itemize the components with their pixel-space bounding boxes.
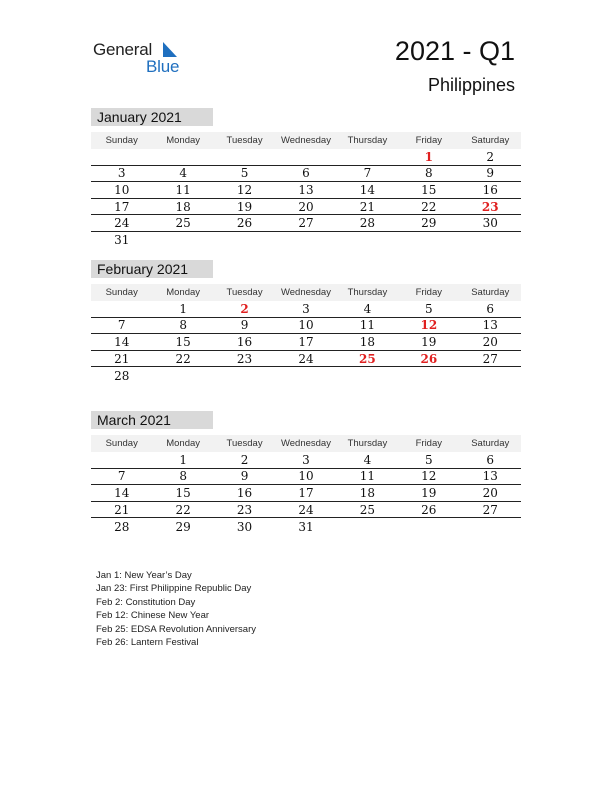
day-cell: 4 [363, 301, 372, 316]
week-row [91, 166, 521, 183]
day-cell: 21 [114, 351, 130, 366]
month-february [91, 260, 521, 384]
day-cell: 11 [175, 182, 191, 197]
day-cell: 26 [421, 502, 437, 517]
weekday-label: Sunday [105, 287, 138, 298]
day-cell: 12 [421, 469, 437, 484]
day-cell: 12 [236, 182, 253, 197]
day-cell: 16 [236, 485, 253, 500]
day-cell: 12 [420, 318, 438, 333]
day-cell: 18 [175, 199, 191, 214]
day-cell: 8 [179, 469, 187, 484]
day-cell: 8 [425, 166, 433, 181]
weekday-label: Thursday [347, 135, 388, 146]
weekday-label: Wednesday [280, 287, 331, 298]
day-cell: 23 [236, 351, 253, 366]
month-name: February 2021 [91, 260, 213, 278]
day-cell: 5 [240, 166, 249, 181]
day-cell: 1 [179, 452, 187, 467]
month-march [91, 411, 521, 535]
day-cell: 23 [236, 502, 253, 517]
weekday-label: Thursday [347, 438, 388, 449]
week-row [91, 318, 521, 335]
weekday-label: Friday [415, 438, 443, 449]
day-cell: 28 [114, 368, 130, 383]
day-cell: 31 [298, 519, 314, 534]
weekday-label: Tuesday [226, 287, 263, 298]
week-row [91, 232, 521, 249]
day-cell: 27 [482, 502, 498, 517]
day-cell: 19 [236, 199, 253, 214]
weekday-label: Thursday [347, 287, 388, 298]
day-cell: 20 [482, 334, 498, 349]
day-cell: 6 [486, 301, 495, 316]
day-cell: 22 [175, 502, 191, 517]
day-cell: 8 [179, 318, 187, 333]
day-cell: 7 [117, 469, 126, 484]
day-cell: 24 [298, 502, 314, 517]
day-cell: 29 [421, 216, 437, 231]
day-cell: 14 [114, 485, 130, 500]
day-cell: 29 [175, 519, 191, 534]
day-cell: 14 [359, 182, 376, 197]
month-weeks [91, 149, 521, 249]
day-cell: 16 [236, 334, 253, 349]
holiday-item: Feb 26: Lantern Festival [96, 637, 199, 649]
day-cell: 14 [114, 334, 130, 349]
day-cell: 4 [179, 166, 187, 181]
day-cell: 7 [363, 166, 372, 181]
day-cell: 30 [482, 216, 498, 231]
day-cell: 25 [175, 216, 191, 231]
day-cell: 7 [117, 318, 126, 333]
weekday-label: Wednesday [280, 135, 331, 146]
day-cell: 2 [240, 452, 249, 467]
weekday-label: Tuesday [226, 438, 263, 449]
day-cell: 15 [421, 182, 437, 197]
day-cell: 9 [240, 318, 249, 333]
day-cell: 1 [424, 149, 433, 164]
day-cell: 26 [236, 216, 253, 231]
day-cell: 9 [486, 166, 495, 181]
week-row [91, 452, 521, 469]
day-cell: 9 [240, 469, 249, 484]
day-cell: 16 [482, 182, 498, 197]
holiday-item: Feb 12: Chinese New Year [96, 610, 210, 622]
day-cell: 21 [359, 199, 376, 214]
day-cell: 23 [481, 199, 499, 214]
weekday-header [91, 284, 521, 301]
week-row [91, 301, 521, 318]
day-cell: 2 [486, 149, 495, 164]
week-row [91, 502, 521, 519]
day-cell: 11 [359, 318, 376, 333]
week-row [91, 334, 521, 351]
day-cell: 25 [359, 351, 376, 366]
weekday-label: Wednesday [280, 438, 331, 449]
week-row [91, 351, 521, 368]
week-row [91, 182, 521, 199]
day-cell: 22 [175, 351, 191, 366]
week-row [91, 518, 521, 535]
weekday-label: Sunday [105, 438, 138, 449]
day-cell: 17 [298, 485, 314, 500]
day-cell: 13 [482, 318, 498, 333]
day-cell: 25 [359, 502, 376, 517]
month-name: March 2021 [91, 411, 213, 429]
week-row [91, 215, 521, 232]
quarter-title: 2021 - Q1 [394, 36, 515, 66]
day-cell: 4 [363, 452, 372, 467]
day-cell: 19 [421, 485, 437, 500]
day-cell: 20 [482, 485, 498, 500]
week-row [91, 199, 521, 216]
day-cell: 10 [298, 469, 314, 484]
day-cell: 17 [114, 199, 130, 214]
day-cell: 17 [298, 334, 314, 349]
day-cell: 26 [420, 351, 438, 366]
country-name: Philippines [427, 75, 515, 95]
day-cell: 15 [175, 334, 191, 349]
day-cell: 27 [298, 216, 314, 231]
day-cell: 1 [179, 301, 187, 316]
day-cell: 5 [425, 301, 433, 316]
logo-text-general: General [93, 40, 153, 59]
day-cell: 3 [302, 452, 310, 467]
day-cell: 3 [117, 166, 126, 181]
logo [93, 40, 193, 80]
month-weeks [91, 301, 521, 384]
weekday-label: Friday [415, 287, 443, 298]
holiday-item: Feb 25: EDSA Revolution Anniversary [96, 623, 257, 635]
day-cell: 18 [359, 334, 376, 349]
weekday-label: Saturday [471, 438, 510, 449]
weekday-label: Saturday [471, 135, 510, 146]
weekday-label: Saturday [471, 287, 510, 298]
day-cell: 6 [302, 166, 310, 181]
day-cell: 6 [486, 452, 495, 467]
day-cell: 22 [421, 199, 437, 214]
day-cell: 3 [302, 301, 310, 316]
day-cell: 21 [114, 502, 130, 517]
weekday-label: Tuesday [226, 135, 263, 146]
day-cell: 20 [298, 199, 314, 214]
month-weeks [91, 452, 521, 535]
day-cell: 24 [114, 216, 130, 231]
week-row [91, 469, 521, 486]
day-cell: 2 [240, 301, 249, 316]
holiday-item: Jan 1: New Year’s Day [96, 570, 192, 581]
month-january [91, 108, 521, 249]
day-cell: 13 [482, 469, 498, 484]
weekday-header [91, 435, 521, 452]
weekday-label: Sunday [105, 135, 138, 146]
week-row [91, 485, 521, 502]
day-cell: 10 [114, 182, 130, 197]
logo-text-blue: Blue [146, 57, 180, 76]
day-cell: 18 [359, 485, 376, 500]
holiday-list [96, 569, 256, 649]
month-name: January 2021 [91, 108, 213, 126]
weekday-label: Monday [166, 438, 201, 449]
day-cell: 11 [359, 469, 376, 484]
day-cell: 13 [298, 182, 314, 197]
day-cell: 28 [359, 216, 376, 231]
day-cell: 15 [175, 485, 191, 500]
weekday-label: Friday [415, 135, 443, 146]
weekday-header [91, 132, 521, 149]
week-row [91, 367, 521, 384]
weekday-label: Monday [166, 287, 201, 298]
day-cell: 31 [114, 233, 130, 248]
holiday-item: Feb 2: Constitution Day [96, 596, 196, 608]
holiday-item: Jan 23: First Philippine Republic Day [96, 583, 252, 595]
week-row [91, 149, 521, 166]
day-cell: 10 [298, 318, 314, 333]
day-cell: 5 [425, 452, 433, 467]
day-cell: 24 [298, 351, 314, 366]
day-cell: 30 [236, 519, 253, 534]
logo-triangle-icon [163, 42, 177, 58]
day-cell: 28 [114, 519, 130, 534]
day-cell: 27 [482, 351, 498, 366]
day-cell: 19 [421, 334, 437, 349]
weekday-label: Monday [166, 135, 201, 146]
